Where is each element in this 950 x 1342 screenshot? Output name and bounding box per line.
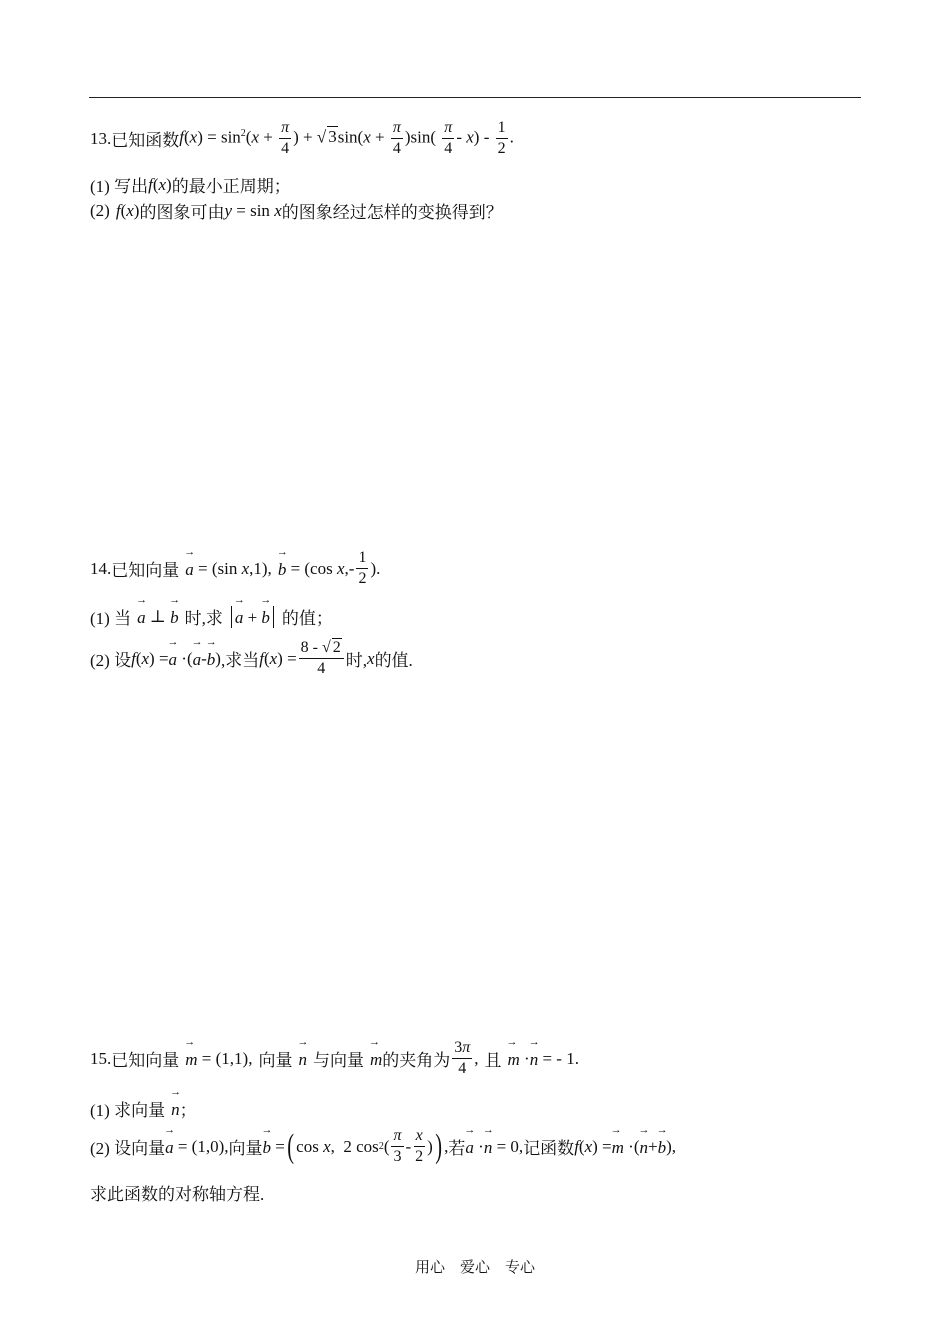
problem-13-q2: (2) f ( x ) 的图象可由 y = sin x 的图象经过怎样的变换得到？: [90, 200, 503, 222]
problem-13-stem: [90, 120, 514, 157]
problem-14-number: 14.: [90, 558, 112, 578]
problem-15-q2: (2) 设向量 → a = (1,0), 向量 → b = ( cos x , 2 cos 2 ( $\frac{\pi}{3}$ - $\frac{x}{2}$ ) ) , 若 → a · → n = 0, 记函数 f ( x ) = → m ·( → n + → b ),: [90, 1128, 676, 1165]
problem-14-q1: (1) 当 → a ⊥ → b 时,求 → a + → b 的值；: [90, 604, 333, 629]
page-footer: 用心 爱心 专心: [414, 1260, 535, 1276]
problem-13-number: 13.: [90, 128, 112, 148]
problem-13-text: 已知函数: [111, 131, 180, 150]
problem-15-number: 15.: [90, 1048, 112, 1068]
problem-15-q1: (1) 求向量 → n ；: [90, 1096, 197, 1121]
header-rule: [89, 97, 861, 98]
problem-14-q2: (2) 设 f ( x ) = → a ·( → a - → b ) ,求当 f ( x ) = $\frac{8 - √ 2}{4}$ 时, x 的值.: [90, 640, 413, 677]
problem-14-stem: 14. 已知向量 → a = (sin x ,1), → b = (cos x ,- $\frac{1}{2}$ ).: [90, 550, 380, 587]
problem-13-q1: (1) 写出 f ( x ) 的最小正周期；: [90, 174, 291, 196]
formula: $f(x) = \sin^2(x$ + $\frac{\pi}{4}$ ) + √ 3sin(x + $\frac{\pi}{4}$ )sin( $\frac{\pi}{4}$ - x) - $\frac{1}{2}$ .: [179, 119, 514, 157]
problem-15-stem: 15. 已知向量 → m = (1,1), 向量 → n 与向量 → m 的夹角为 $\frac{3\pi}{4}$ , 且 → m · → n = - 1.: [90, 1040, 579, 1077]
problem-15-q2-cont: 求此函数的对称轴方程.: [90, 1185, 265, 1204]
